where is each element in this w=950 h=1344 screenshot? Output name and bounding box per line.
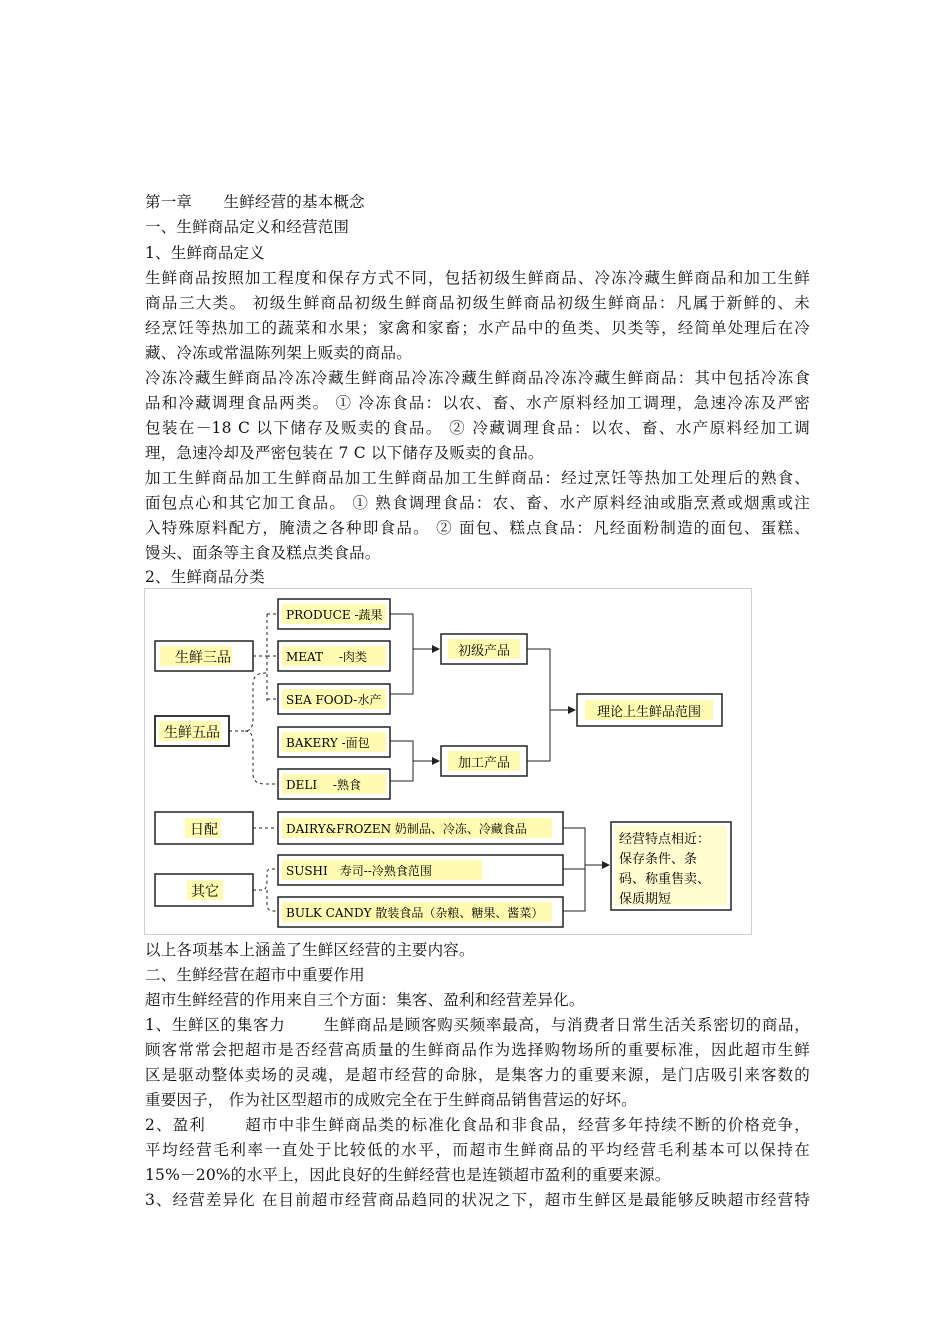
connector-to-result bbox=[527, 649, 550, 761]
label-fresh-three: 生鲜三品 bbox=[175, 650, 231, 666]
classification-diagram bbox=[144, 588, 752, 935]
paragraph-6-line: 15%－20%的水平上，因此良好的生鲜经营也是连锁超市盈利的重要来源。 bbox=[145, 1166, 671, 1184]
subsection-2-title: 2、生鲜商品分类 bbox=[145, 568, 265, 586]
dashed-connector-five-up bbox=[229, 673, 267, 731]
note-line: 保质期短 bbox=[619, 892, 672, 907]
item-label-dairy: DAIRY&FROZEN 奶制品、冷冻、冷藏食品 bbox=[286, 822, 527, 836]
mid-label-processed: 加工产品 bbox=[457, 756, 511, 771]
paragraph-4: 超市生鲜经营的作用来自三个方面：集客、盈利和经营差异化。 bbox=[145, 991, 585, 1009]
paragraph-2-line: 包装在－18 C 以下储存及贩卖的食品。 ② 冷藏调理食品：以农、畜、水产原料经加工调 bbox=[145, 419, 810, 437]
result-label: 理论上生鲜品范围 bbox=[596, 705, 702, 720]
section-2-title: 二、生鲜经营在超市中重要作用 bbox=[145, 966, 365, 984]
paragraph-1-line: 生鲜商品按照加工程度和保存方式不同，包括初级生鲜商品、冷冻冷藏生鲜商品和加工生鲜 bbox=[145, 269, 810, 287]
diagram-svg bbox=[145, 589, 751, 934]
paragraph-5-line: 顾客常常会把超市是否经营高质量的生鲜商品作为选择购物场所的重要标准，因此超市生鲜 bbox=[145, 1041, 810, 1059]
item-label-seafood: SEA FOOD-水产 bbox=[286, 693, 382, 707]
item-label-bulk: BULK CANDY 散装食品（杂粮、糖果、酱菜） bbox=[286, 906, 544, 920]
paragraph-3-line: 馒头、面条等主食及糕点类食品。 bbox=[145, 544, 381, 562]
label-other: 其它 bbox=[191, 884, 219, 900]
paragraph-1-line: 藏、冷冻或常温陈列架上贩卖的商品。 bbox=[145, 344, 412, 362]
paragraph-3-line: 加工生鲜商品加工生鲜商品加工生鲜商品加工生鲜商品：经过烹饪等热加工处理后的熟食、 bbox=[145, 469, 810, 487]
paragraph-2-line: 品和冷藏调理食品两类。 ① 冷冻食品：以农、畜、水产原料经加工调理，急速冷冻及严密 bbox=[145, 394, 810, 412]
paragraph-2-line: 理，急速冷却及严密包装在 7 C 以下储存及贩卖的食品。 bbox=[145, 444, 544, 462]
subsection-1-title: 1、生鲜商品定义 bbox=[145, 244, 265, 262]
note-line: 码、称重售卖、 bbox=[619, 872, 711, 887]
paragraph-6-line: 2、盈利 超市中非生鲜商品类的标准化食品和非食品，经营多年持续不断的价格竞争， bbox=[145, 1116, 810, 1134]
paragraph-5-line: 1、生鲜区的集客力 生鲜商品是顾客购买频率最高，与消费者日常生活关系密切的商品， bbox=[145, 1016, 810, 1034]
item-label-bakery: BAKERY -面包 bbox=[286, 736, 370, 750]
dashed-connector-other bbox=[253, 869, 278, 911]
note-line: 经营特点相近： bbox=[619, 832, 711, 847]
section-1-title: 一、生鲜商品定义和经营范围 bbox=[145, 218, 350, 236]
item-label-meat: MEAT -肉类 bbox=[286, 650, 367, 664]
label-fresh-five: 生鲜五品 bbox=[164, 725, 220, 741]
paragraph-6-line: 平均经营毛利率一直处于比较低的水平，而超市生鲜商品的平均经营毛利基本可以保持在 bbox=[145, 1141, 810, 1159]
paragraph-2-line: 冷冻冷藏生鲜商品冷冻冷藏生鲜商品冷冻冷藏生鲜商品冷冻冷藏生鲜商品：其中包括冷冻食 bbox=[145, 369, 810, 387]
connector-processed-group bbox=[390, 741, 413, 781]
note-line: 保存条件、条 bbox=[619, 852, 698, 867]
item-label-deli: DELI -熟食 bbox=[286, 778, 361, 792]
item-label-sushi: SUSHI 寿司--冷熟食范围 bbox=[286, 864, 432, 878]
paragraph-3-line: 面包点心和其它加工食品。 ① 熟食调理食品：农、畜、水产原料经油或脂烹煮或烟熏或注 bbox=[145, 494, 810, 512]
dashed-connector-three bbox=[253, 614, 278, 704]
mid-label-primary: 初级产品 bbox=[457, 644, 511, 659]
paragraph-1-line: 经烹饪等热加工的蔬菜和水果；家禽和家畜；水产品中的鱼类、贝类等，经简单处理后在冷 bbox=[145, 319, 810, 337]
paragraph-5-line: 重要因子， 作为社区型超市的成败完全在于生鲜商品销售营运的好坏。 bbox=[145, 1091, 637, 1109]
connector-to-note bbox=[563, 828, 585, 911]
paragraph-1-line: 商品三大类。 初级生鲜商品初级生鲜商品初级生鲜商品初级生鲜商品：凡属于新鲜的、未 bbox=[145, 294, 810, 312]
paragraph-5-line: 区是驱动整体卖场的灵魂，是超市经营的命脉，是集客力的重要来源，是门店吸引来客数的 bbox=[145, 1066, 810, 1084]
dashed-connector-five-down bbox=[245, 731, 278, 784]
after-figure-text: 以上各项基本上涵盖了生鲜区经营的主要内容。 bbox=[145, 941, 475, 959]
paragraph-7-line: 3、经营差异化 在目前超市经营商品趋同的状况之下，超市生鲜区是最能够反映超市经营特 bbox=[145, 1191, 810, 1209]
paragraph-3-line: 入特殊原料配方，腌渍之各种即食品。 ② 面包、糕点食品：凡经面粉制造的面包、蛋糕、 bbox=[145, 519, 810, 537]
connector-primary-group bbox=[390, 614, 433, 694]
label-daily: 日配 bbox=[190, 822, 218, 838]
chapter-title: 第一章 生鲜经营的基本概念 bbox=[145, 193, 365, 211]
item-label-produce: PRODUCE -蔬果 bbox=[286, 608, 383, 622]
